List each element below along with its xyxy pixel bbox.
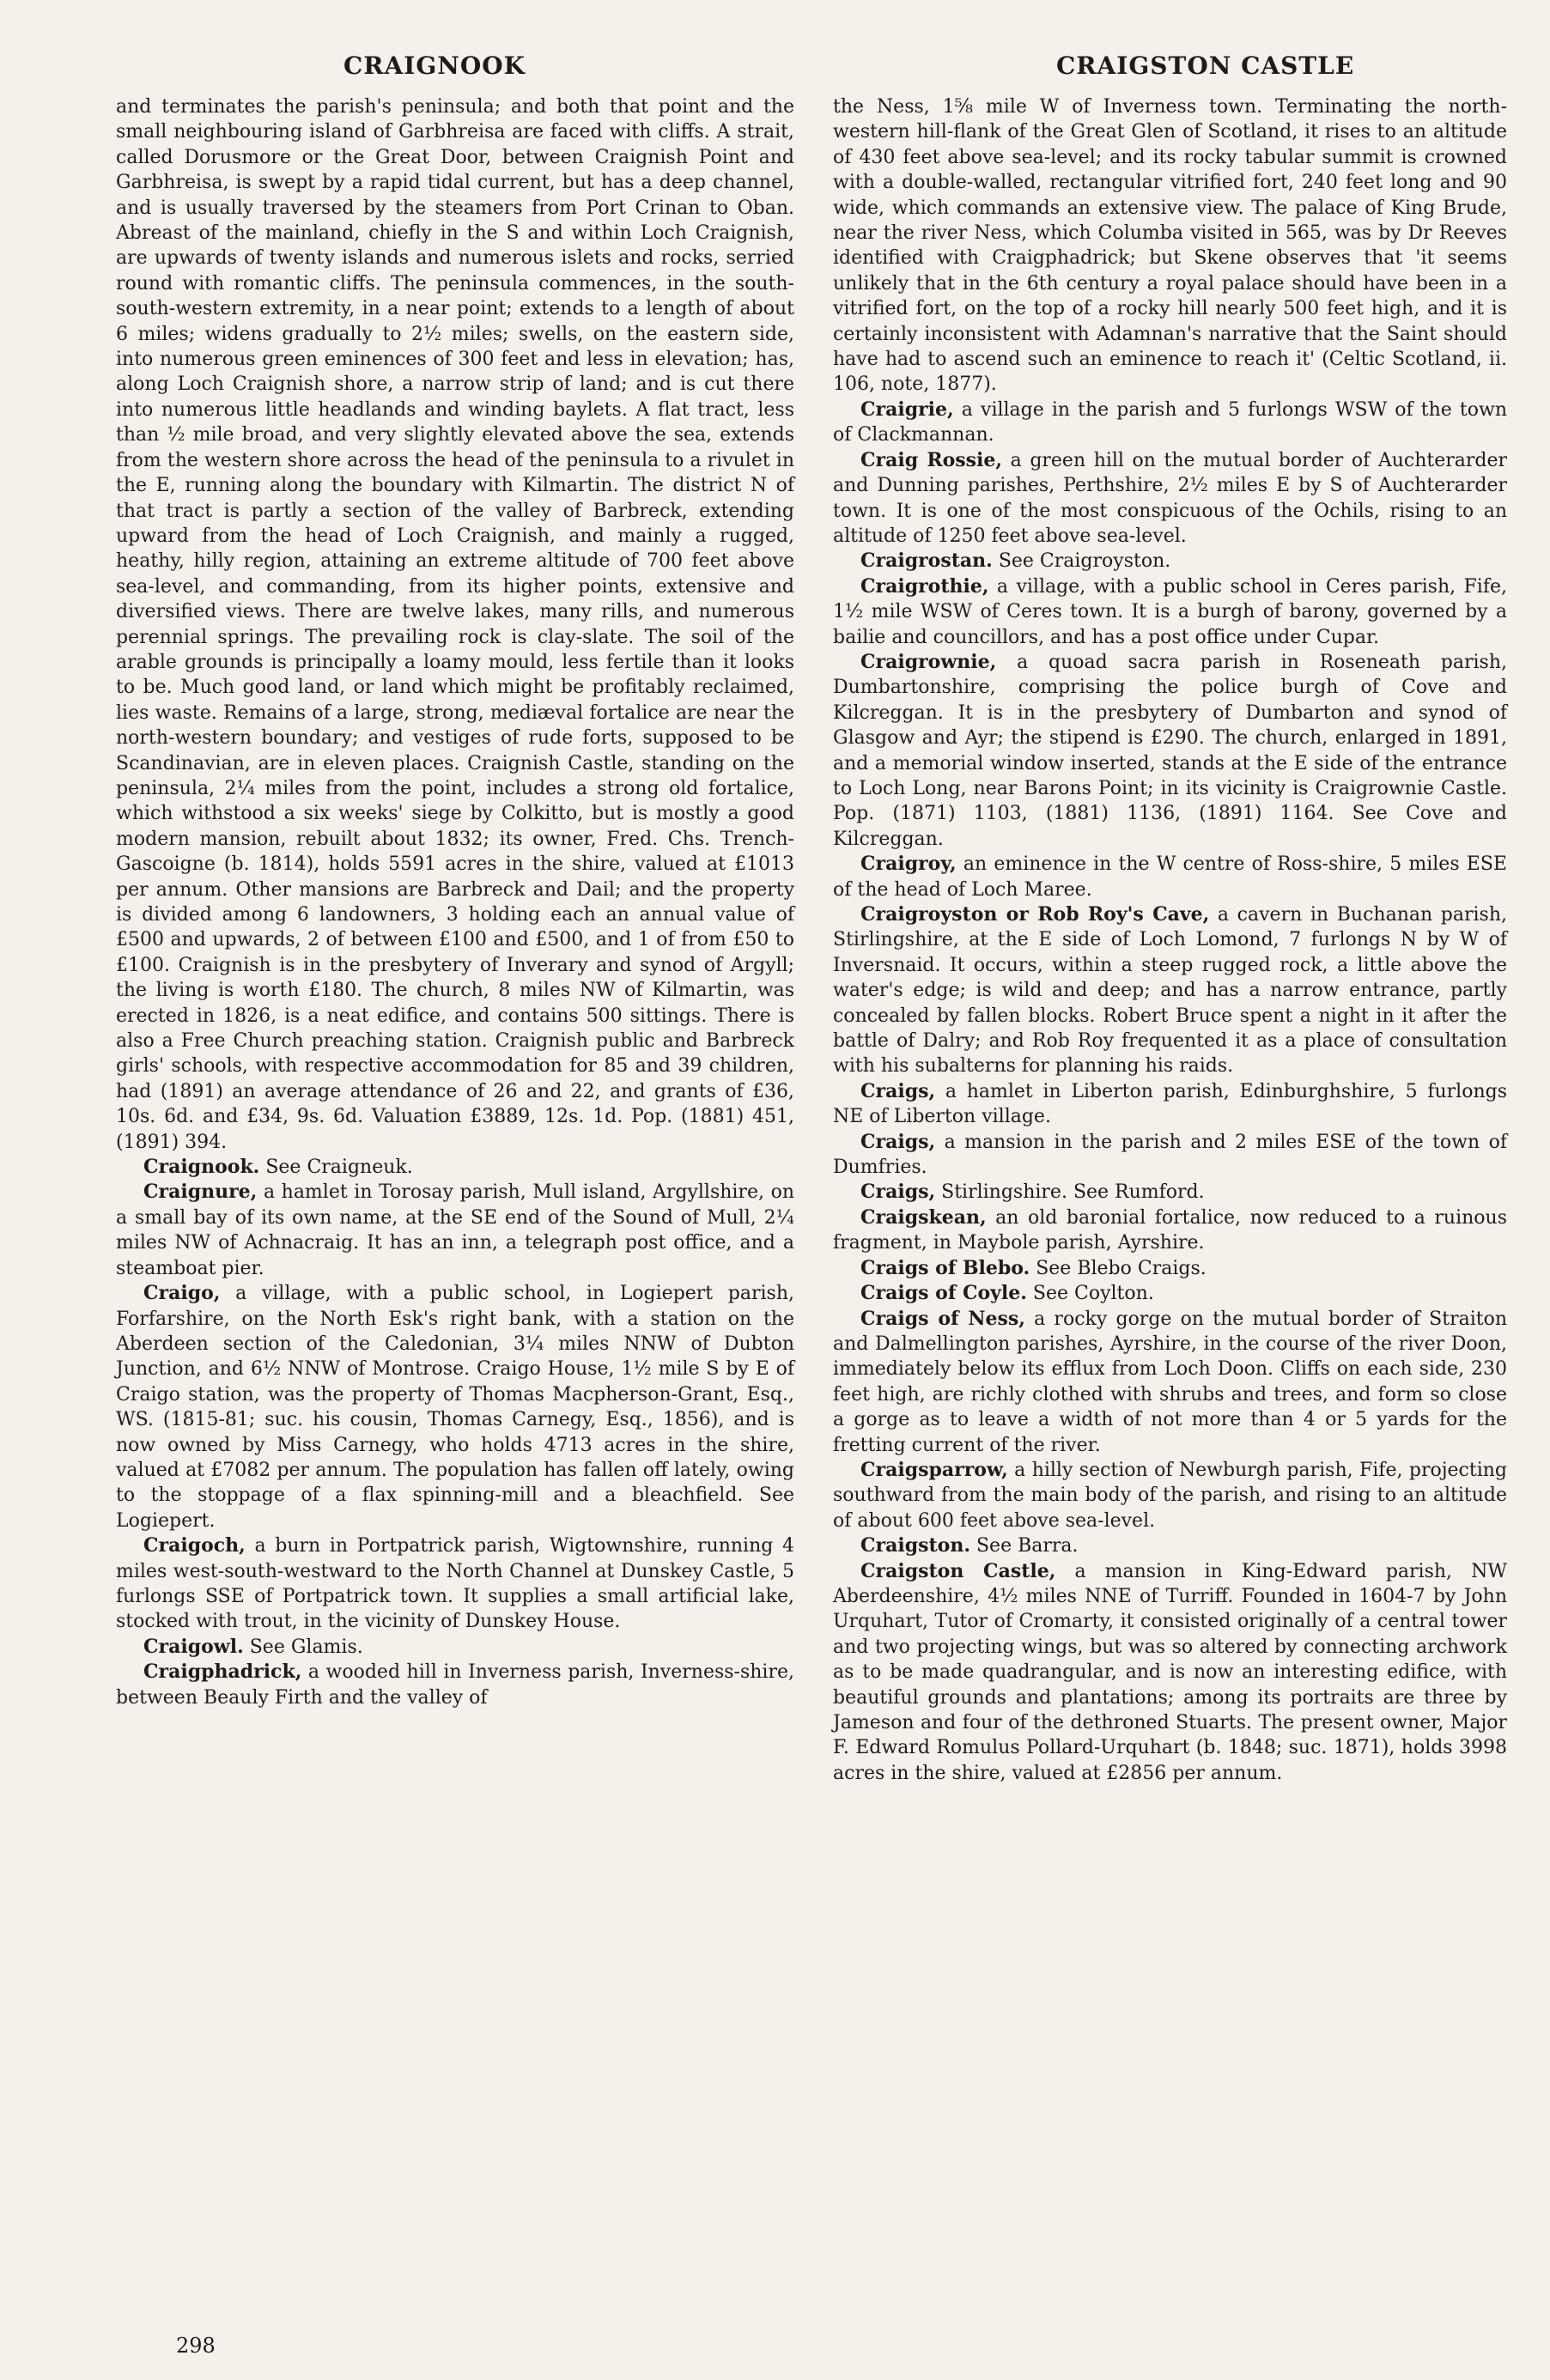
entry-text: See Blebo Craigs. xyxy=(1030,1257,1207,1279)
entry-text: the Ness, 1⅝ mile W of Inverness town. Terminating the north-western hill-flank of the Great Glen of Scotland, it rises to an altitude of 430 feet above sea-level; and its rocky tabular summit is crowned with a double-walled, rectangular vitrified fort, 240 feet long and 90 wide, which commands an extensive view. The palace of King Brude, near the river Ness, which Columba visited in 565, was by Dr Reeves identified with Craigphadrick; but Skene observes that 'it seems unlikely that in the 6th century a royal palace should have been in a vitrified fort, on the top of a rocky hill nearly 500 feet high, and it is certainly inconsistent with Adamnan's narrative that the Saint should have had to ascend such an eminence to reach it' (Celtic Scotland, ii. 106, note, 1877). xyxy=(833,96,1507,396)
entry-text: a village, with a public school, in Logiepert parish, Forfarshire, on the North Esk's right bank, with a station on the Aberdeen section of the Caledonian, 3¼ miles NNW of Dubton Junction, and 6½ NNW of Montrose. Craigo House, 1½ mile S by E of Craigo station, was the property of Thomas Macpherson-Grant, Esq., WS. (1815-81; suc. his cousin, Thomas Carnegy, Esq., 1856), and is now owned by Miss Carnegy, who holds 4713 acres in the shire, valued at £7082 per annum. The population has fallen off lately, owing to the stoppage of a flax spinning-mill and a bleachfield. See Logiepert. xyxy=(116,1283,794,1532)
entry xyxy=(833,1180,1507,1205)
entry xyxy=(116,1155,794,1180)
entry xyxy=(833,1079,1507,1130)
entry-headword: Craigrothie, xyxy=(860,574,989,598)
entry-text: a wooded hill in Inverness parish, Inverness-shire, between Beauly Firth and the valley of xyxy=(116,1661,794,1709)
entry xyxy=(833,852,1507,902)
entry xyxy=(833,1130,1507,1181)
entry-headword: Craigston. xyxy=(860,1534,970,1557)
entry xyxy=(833,1458,1507,1533)
right-column xyxy=(833,94,1507,1786)
entry xyxy=(116,1533,794,1635)
entry xyxy=(833,1559,1507,1787)
entry-text: an eminence in the W centre of Ross-shire, 5 miles ESE of the head of Loch Maree. xyxy=(833,853,1507,901)
entry xyxy=(833,398,1507,448)
entry xyxy=(833,902,1507,1079)
entry-headword: Craigs of Blebo. xyxy=(860,1256,1030,1279)
left-column xyxy=(116,94,794,1710)
entry-text: Stirlingshire. See Rumford. xyxy=(935,1181,1205,1204)
entry-headword: Craignook. xyxy=(143,1156,260,1179)
entry-headword: Craignure, xyxy=(143,1181,258,1204)
entry-headword: Craigs, xyxy=(860,1079,936,1102)
entry-headword: Craigphadrick, xyxy=(143,1661,302,1684)
entry-headword: Craigs of Ness, xyxy=(860,1307,1025,1330)
entry-text: a village, with a public school in Ceres parish, Fife, 1½ mile WSW of Ceres town. It is a burgh of barony, governed by a bailie and councillors, and has a post office under Cupar. xyxy=(833,575,1507,648)
entry-headword: Craigrownie, xyxy=(860,650,997,673)
entry xyxy=(833,1533,1507,1558)
entry xyxy=(833,1256,1507,1281)
entry-text: See Coylton. xyxy=(1026,1283,1154,1305)
entry xyxy=(116,1180,794,1281)
entry-text: and terminates the parish's peninsula; and both that point and the small neighbouring island of Garbhreisa are faced with cliffs. A strait, called Dorusmore or the Great Door, between Craignish Point and Garbhreisa, is swept by a rapid tidal current, but has a deep channel, and is usually traversed by the steamers from Port Crinan to Oban. Abreast of the mainland, chiefly in the S and within Loch Craignish, are upwards of twenty islands and numerous islets and rocks, serried round with romantic cliffs. The peninsula commences, in the south-south-western extremity, in a near point; extends to a length of about 6 miles; widens gradually to 2½ miles; swells, on the eastern side, into numerous green eminences of 300 feet and less in elevation; has, along Loch Craignish shore, a narrow strip of land; and is cut there into numerous little headlands and winding baylets. A flat tract, less than ½ mile broad, and very slightly elevated above the sea, extends from the western shore across the head of the peninsula to a rivulet in the E, running along the boundary with Kilmartin. The district N of that tract is partly a section of the valley of Barbreck, extending upward from the head of Loch Craignish, and mainly a rugged, heathy, hilly region, attaining an extreme altitude of 700 feet above sea-level, and commanding, from its higher points, extensive and diversified views. There are twelve lakes, many rills, and numerous perennial springs. The prevailing rock is clay-slate. The soil of the arable grounds is principally a loamy mould, less fertile than it looks to be. Much good land, or land which might be profitably reclaimed, lies waste. Remains of a large, strong, mediæval fortalice are near the north-western boundary; and vestiges of rude forts, supposed to be Scandinavian, are in eleven places. Craignish Castle, standing on the peninsula, 2¼ miles from the point, includes a strong old fortalice, which withstood a six weeks' siege by Colkitto, but is mostly a good modern mansion, rebuilt about 1832; its owner, Fred. Chs. Trench-Gascoigne (b. 1814), holds 5591 acres in the shire, valued at £1013 per annum. Other mansions are Barbreck and Dail; and the property is divided among 6 landowners, 3 holding each an annual value of £500 and upwards, 2 of between £100 and £500, and 1 of from £50 to £100. Craignish is in the presbytery of Inverary and synod of Argyll; the living is worth £180. The church, 8 miles NW of Kilmartin, was erected in 1826, is a neat edifice, and contains 500 sittings. There is also a Free Church preaching station. Craignish public and Barbreck girls' schools, with respective accommodation for 85 and 39 children, had (1891) an average attendance of 26 and 22, and grants of £36, 10s. 6d. and £34, 9s. 6d. Valuation £3889, 12s. 1d. Pop. (1881) 451, (1891) 394. xyxy=(116,96,794,1153)
entry-text: a hamlet in Torosay parish, Mull island, Argyllshire, on a small bay of its own name, at the SE end of the Sound of Mull, 2¼ miles NW of Achnacraig. It has an inn, a telegraph post office, and a steamboat pier. xyxy=(116,1181,794,1279)
entry-text: a village in the parish and 5 furlongs WSW of the town of Clackmannan. xyxy=(833,398,1507,446)
entry-continuation xyxy=(833,94,1507,398)
entry-text: a rocky gorge on the mutual border of Straiton and Dalmellington parishes, Ayrshire, in the course of the river Doon, immediately below its efflux from Loch Doon. Cliffs on each side, 230 feet high, are richly clothed with shrubs and trees, and form so close a gorge as to leave a width of not more than 4 or 5 yards for the fretting current of the river. xyxy=(833,1308,1507,1456)
entry-headword: Craigo, xyxy=(143,1282,221,1305)
entry-text: a hilly section of Newburgh parish, Fife, projecting southward from the main body of the parish, and rising to an altitude of about 600 feet above sea-level. xyxy=(833,1459,1507,1532)
entry-headword: Craigs, xyxy=(860,1130,936,1153)
entry-headword: Craigroyston or Rob Roy's Cave, xyxy=(860,903,1210,926)
running-head-left: CRAIGNOOK xyxy=(343,52,526,80)
entry-headword: Craigowl. xyxy=(143,1635,244,1658)
entry-headword: Craigs of Coyle. xyxy=(860,1282,1027,1305)
entry xyxy=(833,574,1507,650)
entry xyxy=(833,549,1507,574)
entry-text: See Glamis. xyxy=(243,1636,363,1658)
entry-headword: Craigroy, xyxy=(860,853,957,876)
entry-headword: Craigsparrow, xyxy=(860,1458,1008,1481)
entry xyxy=(116,1281,794,1533)
entry-headword: Craigs, xyxy=(860,1181,936,1204)
entry-text: an old baronial fortalice, now reduced to a ruinous fragment, in Maybole parish, Ayrshire. xyxy=(833,1206,1507,1254)
entry-headword: Craigrostan. xyxy=(860,549,993,573)
entry-text: a green hill on the mutual border of Auchterarder and Dunning parishes, Perthshire, 2½ miles E by S of Auchterarder town. It is one of the most conspicuous of the Ochils, rising to an altitude of 1250 feet above sea-level. xyxy=(833,449,1507,547)
entry xyxy=(833,1307,1507,1458)
entry-text: a mansion in the parish and 2 miles ESE of the town of Dumfries. xyxy=(833,1131,1507,1179)
page-number: 298 xyxy=(176,2334,216,2358)
entry xyxy=(833,650,1507,852)
entry-headword: Craigskean, xyxy=(860,1205,987,1229)
running-head-right: CRAIGSTON CASTLE xyxy=(1056,52,1355,80)
entry-headword: Craigoch, xyxy=(143,1534,246,1557)
entry xyxy=(833,1205,1507,1256)
entry-text: See Craigroyston. xyxy=(992,550,1171,573)
entry-text: See Barra. xyxy=(970,1535,1079,1557)
entry xyxy=(116,1660,794,1710)
entry-text: a mansion in King-Edward parish, NW Aberdeenshire, 4½ miles NNE of Turriff. Founded in 1604-7 by John Urquhart, Tutor of Cromarty, it consisted originally of a central tower and two projecting wings, but was so altered by connecting archwork as to be made quadrangular, and is now an interesting edifice, with beautiful grounds and plantations; among its portraits are three by Jameson and four of the dethroned Stuarts. The present owner, Major F. Edward Romulus Pollard-Urquhart (b. 1848; suc. 1871), holds 3998 acres in the shire, valued at £2856 per annum. xyxy=(833,1560,1507,1784)
entry xyxy=(833,1281,1507,1306)
entry xyxy=(116,1635,794,1660)
entry-text: a hamlet in Liberton parish, Edinburghshire, 5 furlongs NE of Liberton village. xyxy=(833,1080,1507,1128)
entry-text: a cavern in Buchanan parish, Stirlingshire, at the E side of Loch Lomond, 7 furlongs N by W of Inversnaid. It occurs, within a steep rugged rock, a little above the water's edge; is wild and deep; and has a narrow entrance, partly concealed by fallen blocks. Robert Bruce spent a night in it after the battle of Dalry; and Rob Roy frequented it as a place of consultation with his subalterns for planning his raids. xyxy=(833,904,1507,1078)
entry-continuation xyxy=(116,94,794,1155)
entry-text: a burn in Portpatrick parish, Wigtownshire, running 4 miles west-south-westward to the North Channel at Dunskey Castle, 5 furlongs SSE of Portpatrick town. It supplies a small artificial lake, stocked with trout, in the vicinity of Dunskey House. xyxy=(116,1535,794,1633)
entry-headword: Craigrie, xyxy=(860,398,954,421)
entry-text: a quoad sacra parish in Roseneath parish, Dumbartonshire, comprising the police burgh of Cove and Kilcreggan. It is in the presbytery of Dumbarton and synod of Glasgow and Ayr; the stipend is £290. The church, enlarged in 1891, and a memorial window inserted, stands at the E side of the entrance to Loch Long, near Barons Point; in its vicinity is Craigrownie Castle. Pop. (1871) 1103, (1881) 1136, (1891) 1164. See Cove and Kilcreggan. xyxy=(833,651,1507,850)
entry xyxy=(833,448,1507,549)
entry-text: See Craigneuk. xyxy=(259,1157,413,1179)
entry-headword: Craigston Castle, xyxy=(860,1559,1056,1582)
entry-headword: Craig Rossie, xyxy=(860,448,1003,471)
